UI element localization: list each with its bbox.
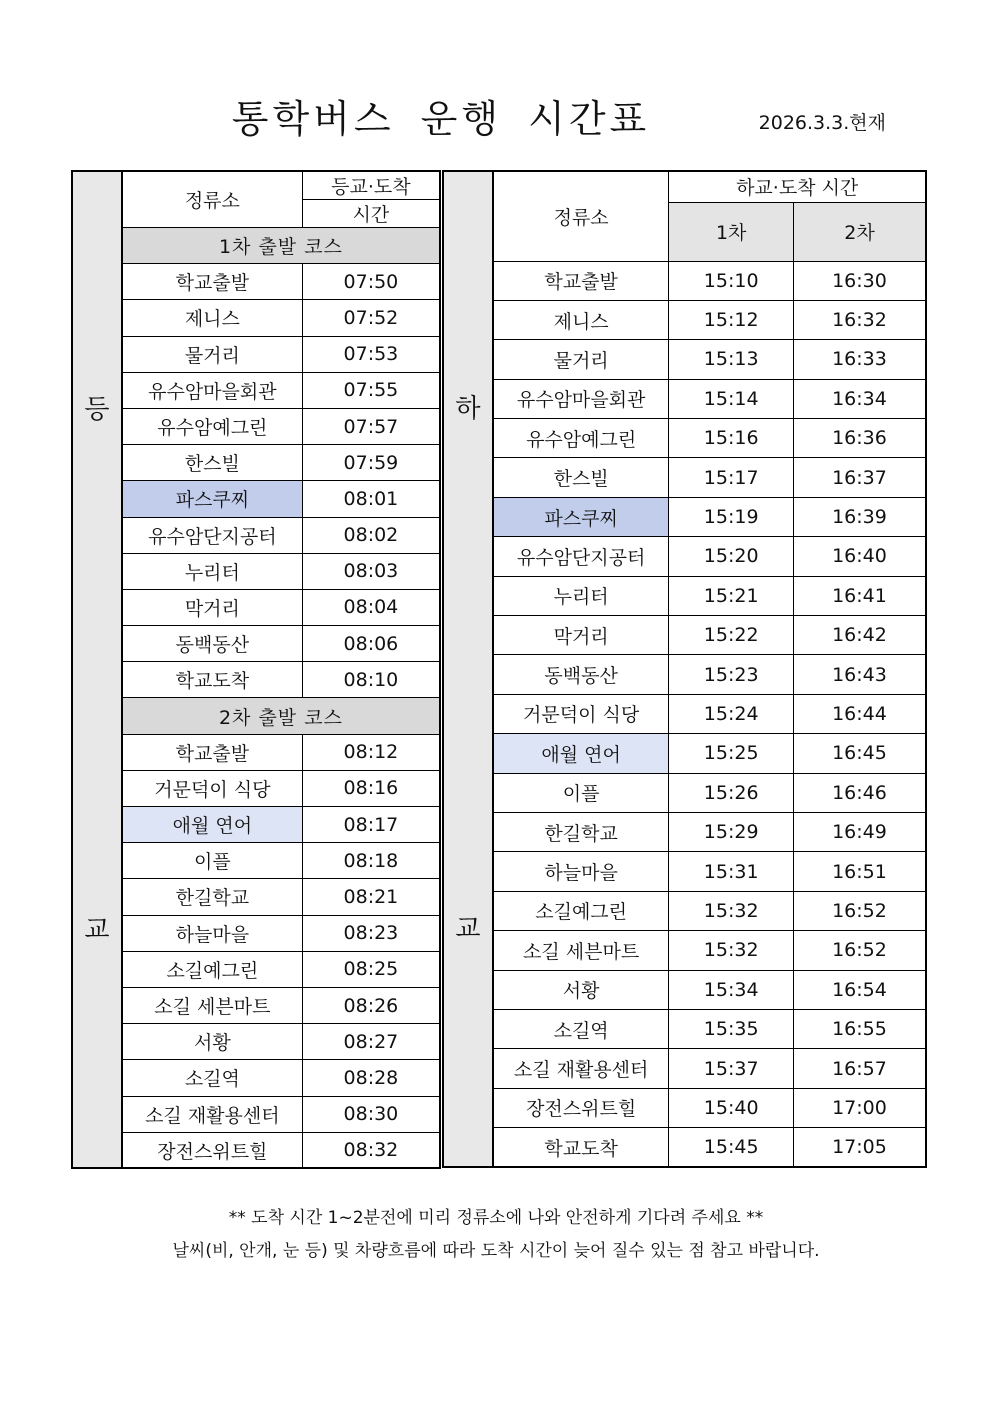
morning-arrival-time: 08:01 xyxy=(302,481,440,517)
afternoon-stop-name: 한스빌 xyxy=(493,458,669,497)
morning-stop-name: 물거리 xyxy=(122,336,302,372)
morning-arrival-time: 08:25 xyxy=(302,951,440,987)
afternoon-run2-time: 16:40 xyxy=(793,537,926,576)
afternoon-run1-time: 15:32 xyxy=(669,931,794,970)
afternoon-run1-time: 15:35 xyxy=(669,1009,794,1048)
afternoon-run1-time: 15:34 xyxy=(669,970,794,1009)
afternoon-stop-name: 소길 재활용센터 xyxy=(493,1049,669,1088)
afternoon-run1-time: 15:25 xyxy=(669,734,794,773)
afternoon-stop-name: 유수암단지공터 xyxy=(493,537,669,576)
table-row xyxy=(72,1132,440,1168)
afternoon-stop-name: 유수암예그린 xyxy=(493,419,669,458)
morning-arrival-time: 08:32 xyxy=(302,1132,440,1168)
afternoon-header-stop: 정류소 xyxy=(493,171,669,261)
afternoon-side-top: 하 xyxy=(455,393,481,424)
morning-arrival-time: 08:04 xyxy=(302,589,440,625)
table-row xyxy=(72,553,440,589)
afternoon-run1-time: 15:21 xyxy=(669,576,794,615)
table-row xyxy=(72,336,440,372)
afternoon-run2-time: 16:57 xyxy=(793,1049,926,1088)
afternoon-run2-time: 16:41 xyxy=(793,576,926,615)
table-row xyxy=(72,372,440,408)
table-row xyxy=(72,264,440,300)
morning-stop-name: 학교출발 xyxy=(122,264,302,300)
morning-stop-name: 유수암예그린 xyxy=(122,408,302,444)
afternoon-run1-time: 15:13 xyxy=(669,340,794,379)
morning-stop-name: 한길학교 xyxy=(122,879,302,915)
morning-stop-name: 파스쿠찌 xyxy=(122,481,302,517)
morning-arrival-time: 08:12 xyxy=(302,734,440,770)
afternoon-run2-time: 16:42 xyxy=(793,616,926,655)
morning-arrival-time: 08:10 xyxy=(302,662,440,698)
morning-arrival-time: 07:59 xyxy=(302,445,440,481)
afternoon-run1-time: 15:24 xyxy=(669,694,794,733)
table-row xyxy=(72,879,440,915)
morning-stop-name: 서황 xyxy=(122,1024,302,1060)
afternoon-run2-time: 16:43 xyxy=(793,655,926,694)
afternoon-run2-time: 16:44 xyxy=(793,694,926,733)
afternoon-stop-name: 애월 연어 xyxy=(493,734,669,773)
table-row xyxy=(443,576,926,615)
afternoon-side-bottom: 교 xyxy=(455,913,481,944)
afternoon-stop-name: 서황 xyxy=(493,970,669,1009)
afternoon-run1-time: 15:22 xyxy=(669,616,794,655)
morning-stop-name: 하늘마을 xyxy=(122,915,302,951)
morning-stop-name: 막거리 xyxy=(122,589,302,625)
morning-course1-label: 1차 출발 코스 xyxy=(122,228,440,264)
morning-arrival-time: 08:30 xyxy=(302,1096,440,1132)
afternoon-stop-name: 학교출발 xyxy=(493,261,669,300)
morning-stop-name: 유수암마을회관 xyxy=(122,372,302,408)
afternoon-run1-time: 15:26 xyxy=(669,773,794,812)
morning-stop-name: 유수암단지공터 xyxy=(122,517,302,553)
notice-delay: 날씨(비, 안개, 눈 등) 및 차량흐름에 따라 도착 시간이 늦어 질수 있는 점 참고 바랍니다. xyxy=(172,1241,820,1261)
table-row xyxy=(443,340,926,379)
morning-stop-name: 한스빌 xyxy=(122,445,302,481)
afternoon-stop-name: 파스쿠찌 xyxy=(493,497,669,536)
morning-stop-name: 소길역 xyxy=(122,1060,302,1096)
afternoon-run1-time: 15:45 xyxy=(669,1128,794,1167)
morning-arrival-time: 07:55 xyxy=(302,372,440,408)
morning-stop-name: 학교출발 xyxy=(122,734,302,770)
afternoon-run2-time: 17:05 xyxy=(793,1128,926,1167)
table-row xyxy=(443,419,926,458)
afternoon-run2-time: 16:37 xyxy=(793,458,926,497)
table-row xyxy=(72,807,440,843)
morning-header-time-2: 시간 xyxy=(302,200,440,228)
morning-arrival-time: 08:02 xyxy=(302,517,440,553)
morning-stop-name: 거문덕이 식당 xyxy=(122,770,302,806)
table-row xyxy=(443,734,926,773)
morning-stop-name: 소길예그린 xyxy=(122,951,302,987)
afternoon-stop-name: 누리터 xyxy=(493,576,669,615)
morning-stop-name: 동백동산 xyxy=(122,626,302,662)
table-row xyxy=(443,261,926,300)
morning-stop-name: 장전스위트힐 xyxy=(122,1132,302,1168)
table-row xyxy=(72,481,440,517)
morning-arrival-time: 07:57 xyxy=(302,408,440,444)
table-row xyxy=(443,458,926,497)
morning-course2-label: 2차 출발 코스 xyxy=(122,698,440,734)
afternoon-stop-name: 장전스위트힐 xyxy=(493,1088,669,1127)
table-row xyxy=(443,1128,926,1167)
morning-arrival-time: 07:50 xyxy=(302,264,440,300)
morning-arrival-time: 08:26 xyxy=(302,987,440,1023)
afternoon-stop-name: 이플 xyxy=(493,773,669,812)
afternoon-run1-time: 15:20 xyxy=(669,537,794,576)
morning-header-time-1: 등교·도착 xyxy=(302,171,440,200)
morning-stop-name: 소길 세븐마트 xyxy=(122,987,302,1023)
afternoon-run1-time: 15:37 xyxy=(669,1049,794,1088)
afternoon-stop-name: 하늘마을 xyxy=(493,852,669,891)
table-row xyxy=(72,734,440,770)
afternoon-run2-time: 16:49 xyxy=(793,812,926,851)
table-row xyxy=(72,626,440,662)
afternoon-header-run2: 2차 xyxy=(793,202,926,261)
morning-stop-name: 누리터 xyxy=(122,553,302,589)
notice-arrive-early: ** 도착 시간 1~2분전에 미리 정류소에 나와 안전하게 기다려 주세요 ** xyxy=(228,1208,764,1228)
afternoon-run2-time: 17:00 xyxy=(793,1088,926,1127)
afternoon-header-run1: 1차 xyxy=(669,202,794,261)
table-row xyxy=(443,497,926,536)
afternoon-schedule-table xyxy=(442,170,927,1168)
morning-arrival-time: 08:28 xyxy=(302,1060,440,1096)
table-row xyxy=(443,300,926,339)
afternoon-run2-time: 16:51 xyxy=(793,852,926,891)
table-row xyxy=(443,1009,926,1048)
afternoon-run2-time: 16:54 xyxy=(793,970,926,1009)
afternoon-stop-name: 한길학교 xyxy=(493,812,669,851)
morning-stop-name: 학교도착 xyxy=(122,662,302,698)
table-row xyxy=(72,445,440,481)
afternoon-run2-time: 16:36 xyxy=(793,419,926,458)
table-row xyxy=(443,379,926,418)
morning-arrival-time: 08:18 xyxy=(302,843,440,879)
afternoon-stop-name: 동백동산 xyxy=(493,655,669,694)
afternoon-run2-time: 16:55 xyxy=(793,1009,926,1048)
table-row xyxy=(443,537,926,576)
morning-arrival-time: 07:53 xyxy=(302,336,440,372)
morning-arrival-time: 08:03 xyxy=(302,553,440,589)
table-row xyxy=(72,987,440,1023)
afternoon-run2-time: 16:33 xyxy=(793,340,926,379)
afternoon-run2-time: 16:32 xyxy=(793,300,926,339)
afternoon-header-time: 하교·도착 시간 xyxy=(669,171,926,202)
morning-arrival-time: 08:16 xyxy=(302,770,440,806)
afternoon-stop-name: 소길예그린 xyxy=(493,891,669,930)
afternoon-run2-time: 16:39 xyxy=(793,497,926,536)
morning-schedule-table xyxy=(71,170,441,1169)
table-row xyxy=(443,812,926,851)
table-row xyxy=(443,852,926,891)
morning-side-bottom: 교 xyxy=(84,914,110,945)
table-row xyxy=(72,300,440,336)
afternoon-run1-time: 15:23 xyxy=(669,655,794,694)
table-row xyxy=(443,773,926,812)
morning-side-label xyxy=(72,171,122,1168)
afternoon-stop-name: 소길 세븐마트 xyxy=(493,931,669,970)
morning-arrival-time: 08:06 xyxy=(302,626,440,662)
afternoon-run1-time: 15:29 xyxy=(669,812,794,851)
afternoon-run1-time: 15:14 xyxy=(669,379,794,418)
table-row xyxy=(72,662,440,698)
table-row xyxy=(72,1096,440,1132)
afternoon-run2-time: 16:52 xyxy=(793,931,926,970)
afternoon-run2-time: 16:46 xyxy=(793,773,926,812)
table-row xyxy=(72,951,440,987)
table-row xyxy=(443,1049,926,1088)
morning-stop-name: 이플 xyxy=(122,843,302,879)
morning-arrival-time: 08:27 xyxy=(302,1024,440,1060)
afternoon-run1-time: 15:19 xyxy=(669,497,794,536)
afternoon-stop-name: 막거리 xyxy=(493,616,669,655)
table-row xyxy=(72,1024,440,1060)
afternoon-run2-time: 16:34 xyxy=(793,379,926,418)
table-row xyxy=(72,915,440,951)
morning-stop-name: 소길 재활용센터 xyxy=(122,1096,302,1132)
afternoon-run2-time: 16:52 xyxy=(793,891,926,930)
table-row xyxy=(72,1060,440,1096)
afternoon-run2-time: 16:45 xyxy=(793,734,926,773)
table-row xyxy=(443,891,926,930)
table-row xyxy=(72,770,440,806)
afternoon-stop-name: 거문덕이 식당 xyxy=(493,694,669,733)
afternoon-run1-time: 15:31 xyxy=(669,852,794,891)
afternoon-side-label xyxy=(443,171,493,1167)
morning-stop-name: 애월 연어 xyxy=(122,807,302,843)
afternoon-run1-time: 15:32 xyxy=(669,891,794,930)
afternoon-stop-name: 물거리 xyxy=(493,340,669,379)
table-row xyxy=(72,517,440,553)
afternoon-run1-time: 15:40 xyxy=(669,1088,794,1127)
afternoon-stop-name: 소길역 xyxy=(493,1009,669,1048)
morning-header-stop: 정류소 xyxy=(122,171,302,228)
page-title: 통학버스 운행 시간표 xyxy=(231,97,651,141)
morning-arrival-time: 08:17 xyxy=(302,807,440,843)
afternoon-stop-name: 유수암마을회관 xyxy=(493,379,669,418)
morning-stop-name: 제니스 xyxy=(122,300,302,336)
afternoon-run1-time: 15:12 xyxy=(669,300,794,339)
morning-arrival-time: 07:52 xyxy=(302,300,440,336)
morning-side-top: 등 xyxy=(84,394,110,425)
as-of-date: 2026.3.3.현재 xyxy=(758,112,886,134)
afternoon-stop-name: 학교도착 xyxy=(493,1128,669,1167)
morning-arrival-time: 08:21 xyxy=(302,879,440,915)
table-row xyxy=(72,843,440,879)
table-row xyxy=(443,655,926,694)
morning-arrival-time: 08:23 xyxy=(302,915,440,951)
afternoon-stop-name: 제니스 xyxy=(493,300,669,339)
table-row xyxy=(443,931,926,970)
table-row xyxy=(443,970,926,1009)
table-row xyxy=(443,694,926,733)
table-row xyxy=(443,1088,926,1127)
table-row xyxy=(72,408,440,444)
afternoon-run2-time: 16:30 xyxy=(793,261,926,300)
afternoon-run1-time: 15:10 xyxy=(669,261,794,300)
afternoon-run1-time: 15:17 xyxy=(669,458,794,497)
table-row xyxy=(443,616,926,655)
afternoon-run1-time: 15:16 xyxy=(669,419,794,458)
table-row xyxy=(72,589,440,625)
